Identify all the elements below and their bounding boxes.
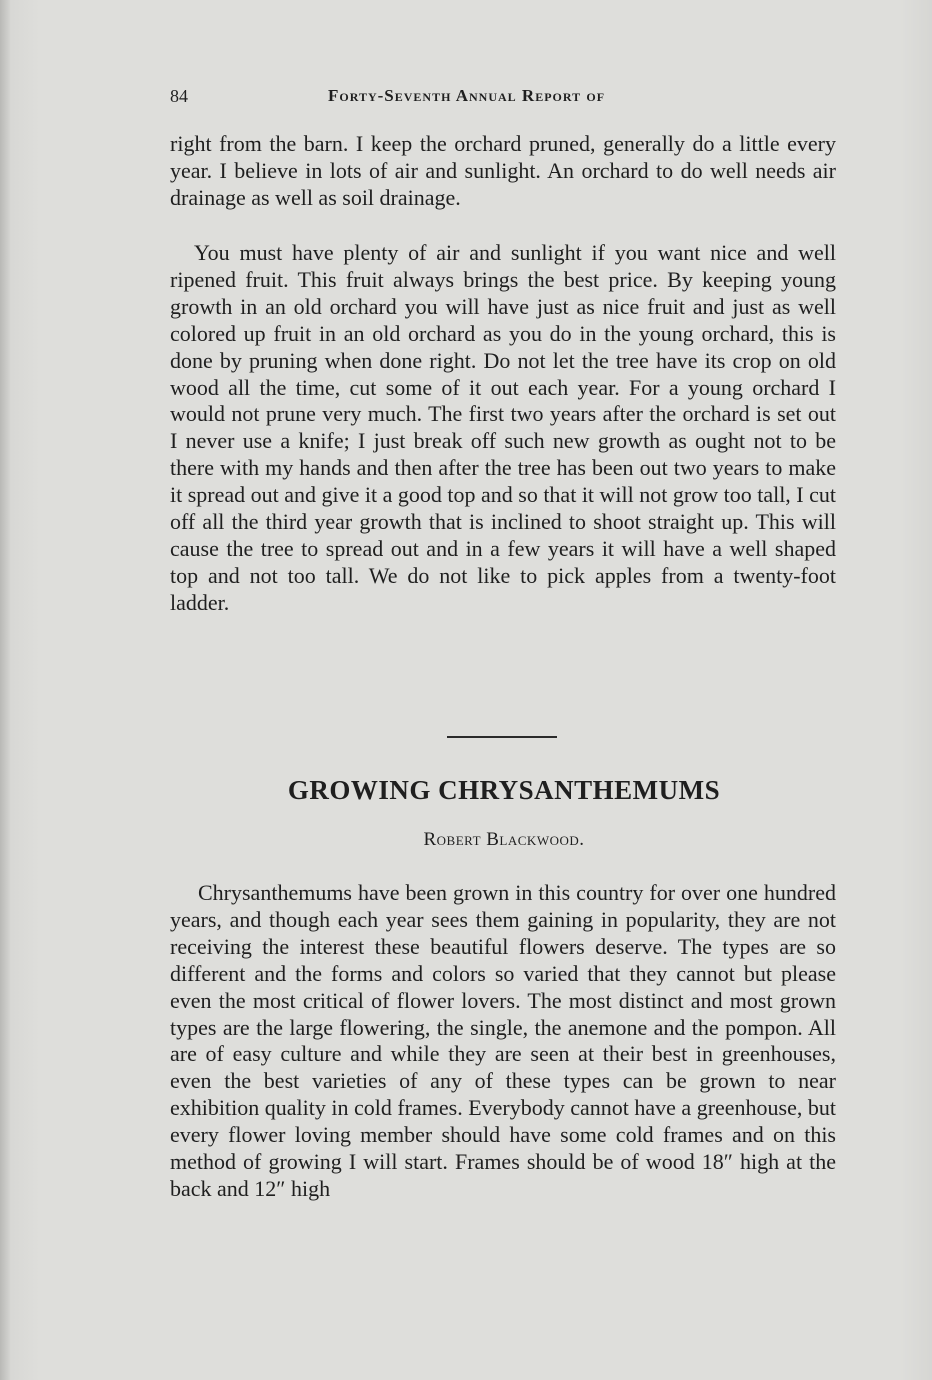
section-divider — [447, 736, 557, 738]
section-author: Robert Blackwood. — [423, 829, 585, 850]
body-paragraph-2: You must have plenty of air and sunlight if you want nice and well ripened fruit. This fruit always brings the best price. By keeping young growth in an old orchard you will have just as nice fruit and just as well colored up fruit in an old orchard as you do in the young orchard, this is done by pruning when done right. Do not let the tree have its crop on old wood all the time, cut some of it out each year. For a young orchard I would not prune very much. The first two years after the orchard is set out I never use a knife; I just break off such new growth as ought not to be there with my hands and then after the tree has been out two years to make it spread out and give it a good top and so that it will not grow too tall, I cut off all the third year growth that is inclined to shoot straight up. This will cause the tree to spread out and in a few years it will have a well shaped top and not too tall. We do not like to pick apples from a twenty-foot ladder. — [170, 240, 837, 615]
section-title: GROWING CHRYSANTHEMUMS — [287, 775, 721, 805]
running-head — [170, 86, 840, 110]
page-number: 84 — [170, 86, 188, 106]
section-paragraph-1: Chrysanthemums have been grown in this country for over one hundred years, and though each year sees them gaining in popularity, they are not receiving the interest these beautiful flowers deserve. The types are so different and the forms and colors so varied that they cannot but please even the most critical of flower lovers. The most distinct and most grown types are the large flowering, the single, the anemone and the pompon. All are of easy culture and while they are seen at their best in greenhouses, even the best varieties of any of these types can be grown to near exhibition quality in cold frames. Everybody cannot have a greenhouse, but every flower loving member should have some cold frames and on this method of growing I will start. Frames should be of wood 18″ high at the back and 12″ high — [170, 880, 836, 1201]
body-paragraph-1: right from the barn. I keep the orchard pruned, generally do a little every year. I believe in lots of air and sunlight. An orchard to do well needs air drainage as well as soil drainage. — [170, 131, 836, 210]
binding-edge — [0, 0, 10, 1380]
running-title: Forty-Seventh Annual Report of — [328, 86, 606, 105]
